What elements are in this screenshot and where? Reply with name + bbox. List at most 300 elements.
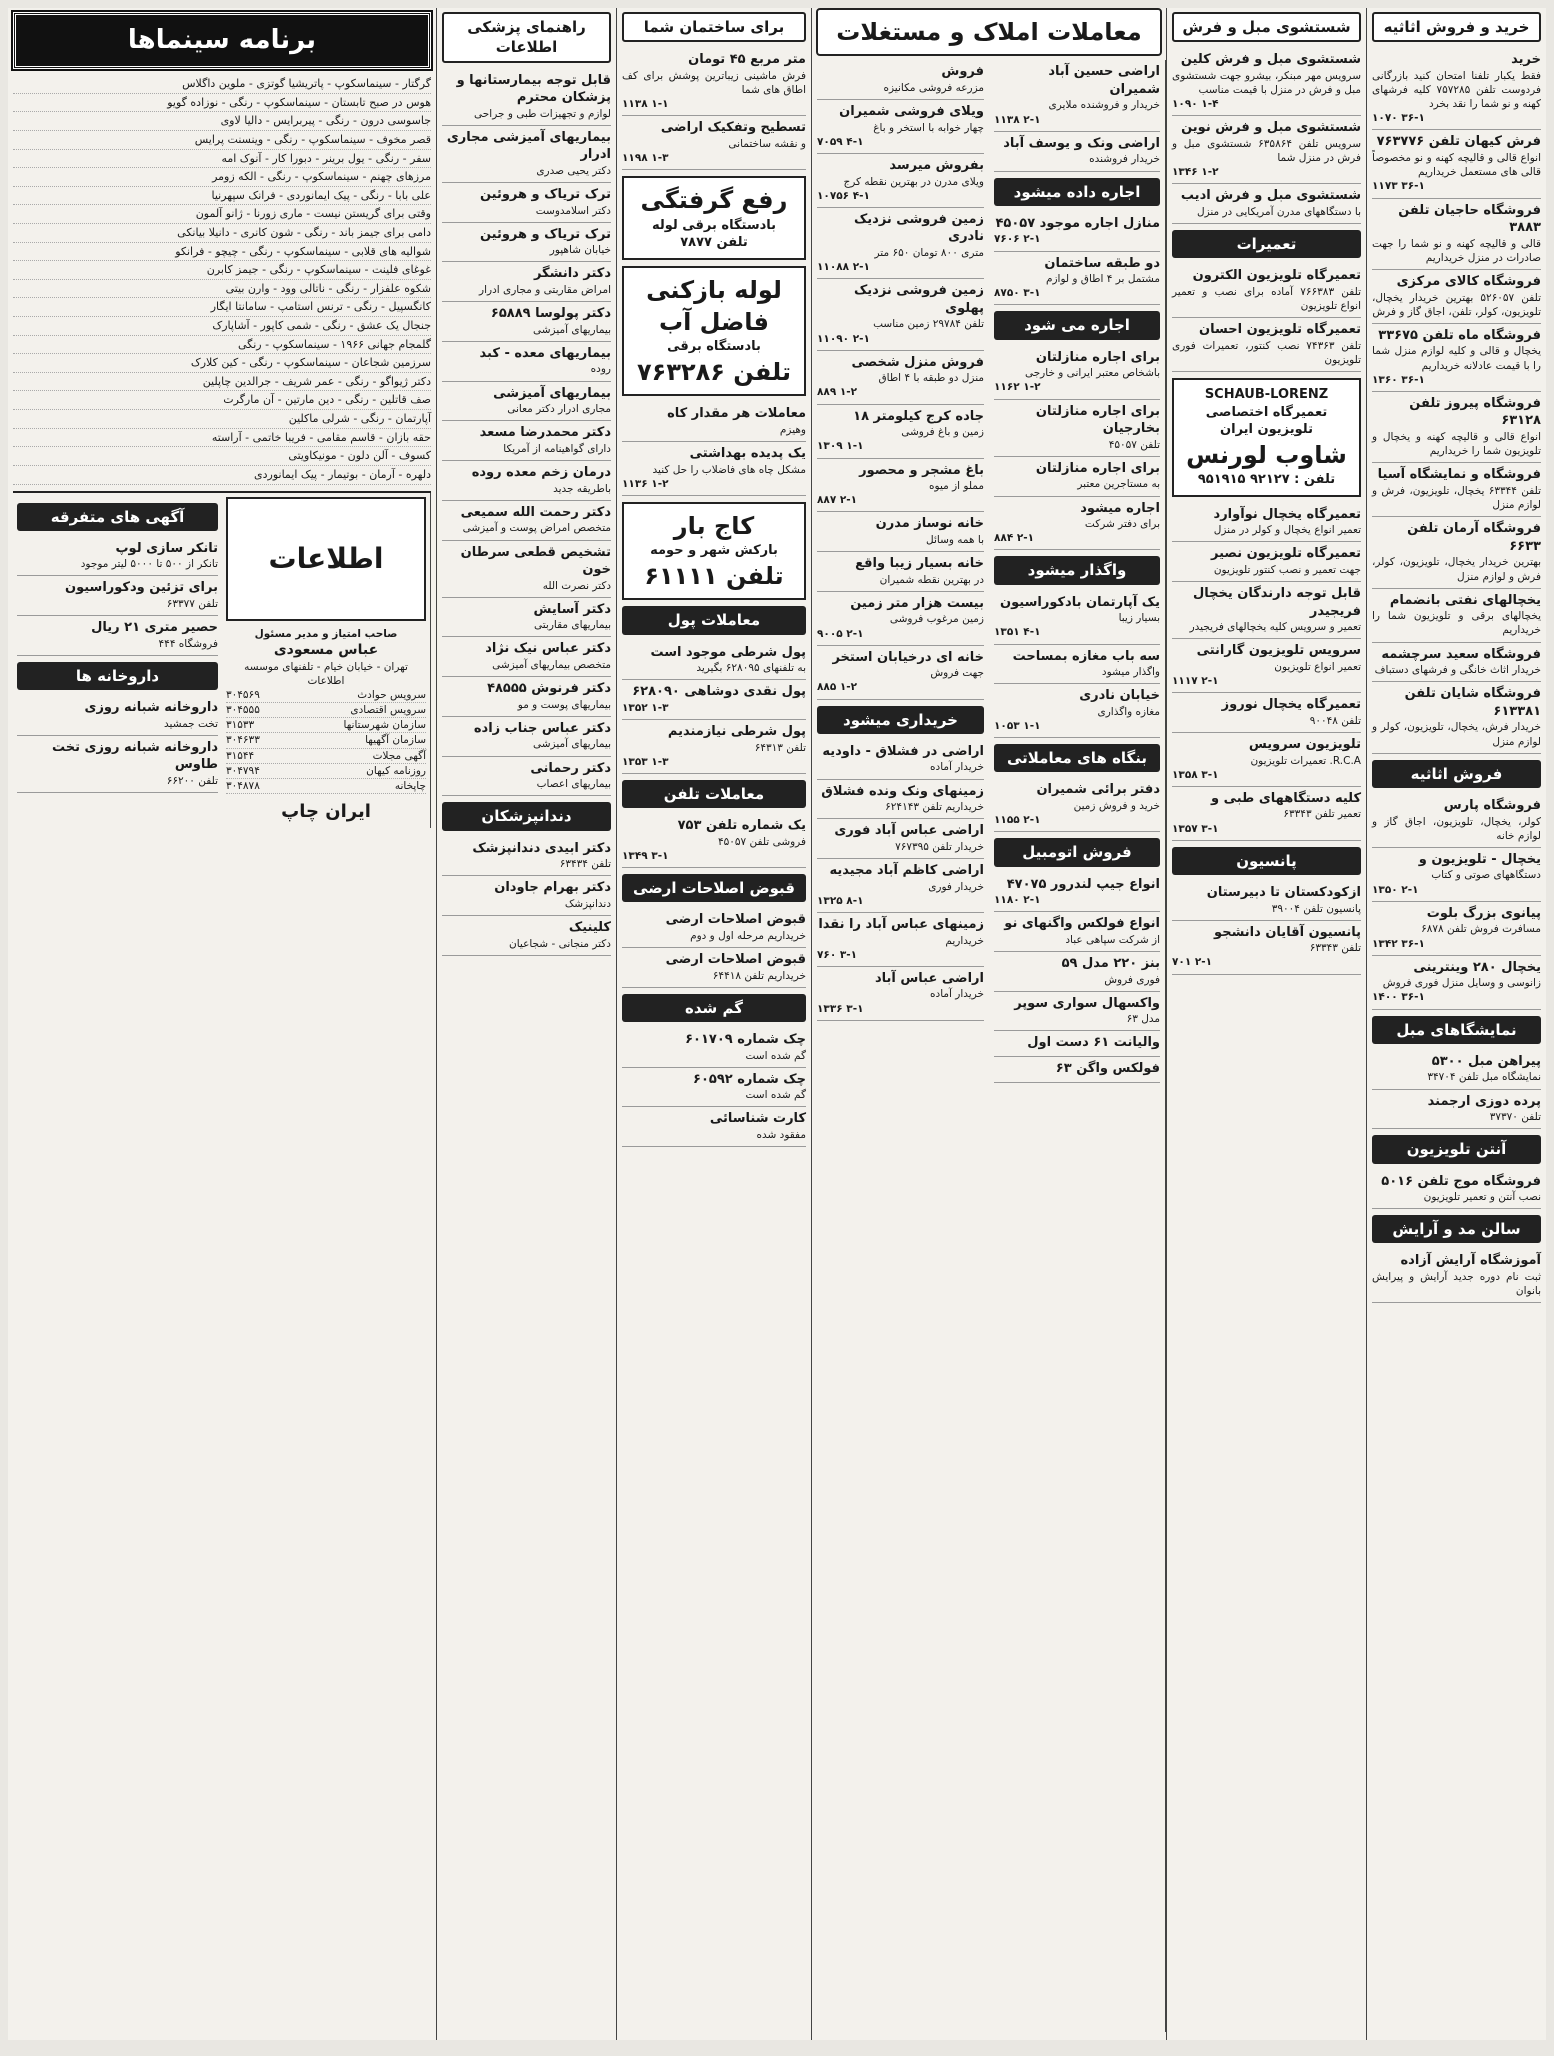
classified-ad: [442, 876, 611, 916]
schaub-lorenz-ad: [1172, 378, 1361, 497]
ad-title: قابل توجه دارندگان یخچال فریجیدر: [1192, 586, 1361, 619]
ad-code: ۴-۱ ۱۳۵۱: [994, 626, 1041, 639]
ad-title: شستشوی مبل و فرش ادیب: [1180, 188, 1361, 204]
cinema-row: جنجال یک عشق - رنگی - شمی کاپور - آشاپارک: [13, 317, 431, 336]
classified-ad: [1372, 463, 1541, 517]
directory-row: [226, 779, 426, 794]
real-estate-left: [989, 60, 1166, 2032]
classified-ad: [442, 183, 611, 223]
ad-title: دکتر عباس جناب زاده: [473, 720, 611, 736]
ad-code: ۴-۱ ۱۰۷۵۶: [817, 189, 870, 202]
ad-body: تلفن ۷۴۳۶۳ نصب کنتور، تعمیرات فوری تلویزیون: [1172, 339, 1361, 366]
classified-ad: [1172, 733, 1361, 787]
ad-body: زانوسی و وسایل منزل فوری فروش: [1382, 977, 1541, 990]
ad-body: ثبت نام دوره جدید آرایش و پیرایش بانوان: [1372, 1271, 1541, 1298]
ad-body: جهت تعمیر و نصب کنتور تلویزیون: [1213, 563, 1361, 576]
cinema-row: دامی برای جیمز باند - رنگی - شون کانری - دانیلا بیانکی: [13, 224, 431, 243]
cinema-row: حقه بازان - قاسم مقامی - فریبا خاتمی - آراسته: [13, 429, 431, 448]
ad-code: ۱-۳ ۱۱۹۸: [622, 152, 669, 165]
ad-body: واگذار میشود: [1101, 666, 1160, 679]
cinema-row: هوس در صبح تابستان - سینماسکوپ - رنگی - نوزاده گویو: [13, 94, 431, 113]
classified-ad: [994, 1031, 1160, 1057]
ad-body: متری ۸۰۰ تومان ۶۵۰ متر: [874, 246, 984, 259]
cinema-row: سرزمین شجاعان - سینماسکوپ - رنگی - کین کلارک: [13, 354, 431, 373]
classified-ad: [1372, 794, 1541, 848]
ad-list: [622, 908, 806, 987]
classified-ad: [817, 459, 984, 513]
drain-ad: [622, 176, 806, 259]
classified-ad: [442, 637, 611, 677]
cinema-row: مرزهای چهنم - سینماسکوپ - رنگی - الکه زومر: [13, 168, 431, 187]
classified-ad: [994, 252, 1160, 306]
sewer-ad: [622, 266, 806, 397]
ad-body: خریدار اثاث خانگی و فرشهای دستباف: [1374, 664, 1541, 677]
ad-title: فروشگاه پارس: [1443, 798, 1541, 813]
ad-body: تلفن ۳۷۳۷۰: [1489, 1111, 1541, 1124]
ad-list: [622, 1028, 806, 1147]
ad-body: یخچال و قالی و کلیه لوازم منزل شما را با قیمت عادلانه خریداریم: [1372, 345, 1541, 372]
ad-body: با دستگاههای مدرن آمریکایی در منزل: [1196, 205, 1361, 218]
ad-title: زمینهای عباس آباد را نقدا: [818, 916, 984, 932]
ad-body: بیماریهای پوست و مو: [517, 698, 611, 711]
ad-title: تشخیص قطعی سرطان خون: [460, 544, 611, 578]
cinema-list: [13, 75, 431, 484]
ad-code: ۳-۱ ۷۶۰: [817, 948, 858, 961]
ad-title: پانسیون آقایان دانشجو: [1214, 924, 1361, 940]
ad-body: برای دفتر شرکت: [1084, 518, 1160, 531]
directory-name: آگهی مجلات: [372, 749, 426, 762]
ad-list: [17, 537, 218, 656]
ad-body: فرش ماشینی زیباترین پوشش برای کف اطاق های شما: [622, 69, 806, 96]
newspaper-logo: اطلاعات: [226, 497, 426, 621]
ad-title: اراضی کاظم آباد مجیدیه: [829, 863, 984, 879]
ad-title: داروخانه شبانه روزی تخت طاوس: [52, 739, 218, 773]
classified-ad: [1172, 921, 1361, 975]
ad-code: ۲-۱ ۱۱۸۰: [994, 894, 1041, 907]
ad-title: یخچال - تلویزیون و: [1418, 851, 1541, 867]
ad-title: برای تزئین ودکوراسیون: [65, 580, 218, 596]
section-banner: آنتن تلویزیون: [1372, 1135, 1541, 1163]
classified-ad: [817, 351, 984, 405]
directory-phone: ۳۰۴۵۵۵: [226, 704, 260, 717]
ad-code: ۲-۱ ۱۱۱۷: [1172, 675, 1219, 688]
ad-body: نصب آنتن و تعمیر تلویزیون: [1423, 1191, 1541, 1204]
directory-row: [226, 718, 426, 733]
classified-ad: [1172, 881, 1361, 921]
classified-ad: [442, 757, 611, 797]
classified-ad: [1372, 199, 1541, 270]
ad-title: جاده کرج کیلومتر ۱۸: [853, 408, 984, 424]
cinema-row: سفر - رنگی - یول برینر - دبورا کار - آنوک امه: [13, 150, 431, 169]
classified-ad: [1372, 1050, 1541, 1090]
ad-body: باشخاص معتبر ایرانی و خارجی: [1024, 367, 1160, 380]
ad-phone: تلفن ۶۱۱۱۱: [644, 561, 784, 590]
classified-ad: [1172, 582, 1361, 639]
classified-ad: [622, 1107, 806, 1147]
ad-title: تعمیرگاه تلویزیون احسان: [1199, 322, 1361, 338]
ad-body: فقط یکبار تلفنا امتحان کنید بازرگانی فردوست تلفن ۷۵۷۲۸۵ کلیه فرشهای کهنه و نو شما را نقد بخرد: [1372, 69, 1541, 111]
ad-title: بفروش میرسد: [889, 158, 984, 173]
ad-body: خریدار آماده: [930, 761, 984, 774]
classified-ad: [622, 720, 806, 774]
classified-ad: [1172, 693, 1361, 733]
ad-title: دکتر عباس نیک نژاد: [485, 641, 611, 657]
section-banner: بنگاه های معاملاتی: [994, 744, 1160, 772]
ad-body: خریدار فروشنده: [1089, 153, 1160, 166]
ad-code: ۳۶-۱ ۱۱۷۳: [1372, 180, 1425, 193]
ad-title: درمان زخم معده روده: [471, 465, 611, 481]
ad-body: انواع قالی و قالیچه کهنه و نو مخصوصاً قالی های مستعمل خریداریم: [1372, 152, 1541, 179]
ad-body: با همه وسائل: [926, 533, 984, 546]
classified-ad: [817, 913, 984, 967]
ad-body: تعمیر تلفن ۶۳۳۴۳: [1283, 808, 1361, 821]
ad-title: بیماریهای آمیزشی مجاری ادرار: [446, 129, 611, 163]
ad-body: خریداریم تلفن ۶۲۴۱۴۳: [885, 801, 984, 814]
classified-ad: [1372, 682, 1541, 753]
phone-directory: [226, 688, 426, 794]
ad-title: شستشوی مبل و فرش نوین: [1181, 120, 1361, 136]
directory-phone: ۳۱۵۳۳: [226, 719, 255, 732]
ad-code: ۳-۱ ۱۳۵۷: [1172, 822, 1219, 835]
ad-title: قبوض اصلاحات ارضی: [665, 912, 806, 928]
ad-body: کولر، یخچال، تلویزیون، اجاق گاز و لوازم خانه: [1372, 815, 1541, 842]
ad-list: [817, 740, 984, 1021]
ad-title: دکتر آسایش: [533, 601, 611, 617]
ad-title: دکتر رحمت الله سمیعی: [460, 504, 611, 520]
ad-body: تلفن ۶۶۲۰۰: [166, 774, 218, 787]
ad-title: اراضی حسین آباد شمیران: [1048, 64, 1160, 97]
classified-ad: [17, 736, 218, 793]
ad-body: تلفن ۶۳۳۷۷: [166, 598, 218, 611]
ad-title: دکتر محمدرضا مسعد: [479, 425, 611, 441]
ad-code: ۳-۱ ۱۳۵۸: [1172, 768, 1219, 781]
ad-title: قابل توجه بیمارستانها و پزشکان محترم: [456, 72, 611, 106]
ad-list: [622, 814, 806, 868]
ad-list: [622, 48, 806, 170]
ad-body: تلفن ۶۳۳۴۴ یخچال، تلویزیون، فرش و لوازم منزل: [1372, 484, 1541, 512]
ad-title: رفع گرفتگی: [640, 186, 788, 215]
ad-list: [994, 60, 1160, 171]
ad-title: دکتر دانشگر: [533, 266, 611, 282]
directory-name: چاپخانه: [394, 779, 426, 792]
section-banner: پانسیون: [1172, 847, 1361, 875]
ad-body: متخصص بیماریهای آمیزشی: [492, 659, 611, 672]
ad-code: ۱-۱ ۱۰۵۳: [994, 720, 1041, 732]
classified-ad: [817, 780, 984, 820]
classified-ad: [442, 461, 611, 501]
ad-body: تلفن ۲۹۷۸۴ زمین مناسب: [873, 318, 984, 331]
cinema-row: گلمجام جهانی ۱۹۶۶ - سینماسکوپ - رنگی: [13, 336, 431, 355]
classified-ad: [1372, 1090, 1541, 1130]
ad-code: ۱-۳ ۱۳۵۲: [622, 701, 669, 714]
ad-body: باطریقه جدید: [553, 482, 611, 495]
classified-ad: [1172, 639, 1361, 693]
ad-code: ۲-۱ ۱۱۵۵: [994, 814, 1041, 827]
ad-title: پول شرطی موجود است: [650, 644, 806, 660]
ad-body: امراض مقاربتی و مجاری ادرار: [479, 284, 611, 297]
classified-ad: [442, 69, 611, 126]
ad-list: [994, 346, 1160, 551]
ad-code: ۲-۱ ۱۱۰۸۸: [817, 261, 870, 274]
ad-body: لوازم و تجهیزات طبی و جراحی: [474, 107, 611, 120]
ad-title: زمینهای ونک ونده فشلاق: [821, 783, 984, 799]
ad-title: دکتر بهرام جاودان: [494, 880, 611, 896]
cinema-row: دلهره - آرمان - بوتیمار - پیک ایمانوردی: [13, 466, 431, 485]
column-medical-guide: [436, 8, 616, 2040]
classified-ad: [1372, 517, 1541, 588]
ad-body: تلفن ۶۴۳۱۳: [754, 741, 806, 754]
ad-title: پیانوی بزرگ بلوت: [1426, 905, 1541, 921]
classified-ad: [1172, 264, 1361, 318]
ad-title: پیراهن مبل ۵۳۰۰: [1431, 1053, 1541, 1069]
ad-body: دکتر نصرت الله: [542, 579, 611, 592]
ad-title: فولکس واگن ۶۳: [1055, 1060, 1160, 1076]
ad-title: یک آپارتمان بادکوراسیون: [1000, 594, 1160, 610]
ad-code: ۲-۱ ۱۳۵۰: [1372, 883, 1419, 896]
cinema-header: برنامه سینماها: [13, 12, 431, 69]
ad-code: ۲-۱ ۸۸۴: [994, 532, 1035, 545]
ad-title: ترک تریاک و هروئین: [479, 226, 611, 242]
classified-ad: [994, 912, 1160, 952]
column-furniture-sales: [1366, 8, 1546, 2040]
cinema-lower-section: [13, 491, 431, 829]
cinema-row: گرگتار - سینماسکوپ - پاتریشیا گوتزی - ملوین داگلاس: [13, 75, 431, 94]
ad-title: فروشگاه آرمان تلفن ۶۶۳۳: [1407, 521, 1541, 554]
column-header: خرید و فروش اثاثیه: [1372, 12, 1541, 42]
directory-row: [226, 703, 426, 718]
classified-ad: [622, 1028, 806, 1068]
ad-body: یخچالهای برقی و تلویزیون شما را خریداریم: [1372, 610, 1541, 637]
ad-body: خریدار آماده: [930, 988, 984, 1001]
section-banner: اجاره داده میشود: [994, 178, 1160, 206]
column-header: معاملات املاک و مستغلات: [816, 8, 1162, 56]
classified-ad: [442, 302, 611, 342]
classified-ad: [817, 859, 984, 913]
publisher-address: تهران - خیابان خیام - تلفنهای موسسه اطلاعات: [244, 660, 408, 687]
classified-ad: [442, 541, 611, 598]
column-real-estate: [811, 8, 1166, 2040]
section-banner: تعمیرات: [1172, 230, 1361, 258]
column-header: راهنمای پزشکی اطلاعات: [442, 12, 611, 63]
ad-title: تعمیرگاه یخچال نوآوارد: [1213, 506, 1361, 522]
classified-ad: [1172, 318, 1361, 372]
ad-body: انواع قالی و قالیچه کهنه و یخچال و تلویزیون شما را خریداریم: [1372, 431, 1541, 458]
ad-title: سه باب مغازه بمساحت: [1012, 648, 1160, 664]
classified-ad: [442, 837, 611, 877]
classified-ad: [442, 598, 611, 638]
section-banner: داروخانه ها: [17, 662, 218, 690]
classified-ad: [622, 402, 806, 442]
classified-ad: [994, 457, 1160, 497]
section-banner: سالن مد و آرایش: [1372, 1215, 1541, 1243]
ad-title: فروشگاه و نمایشگاه آسیا: [1377, 467, 1541, 483]
ad-body: بیماریهای اعصاب: [536, 778, 611, 791]
ad-title: دکتر پولوسا ۶۵۸۸۹: [490, 306, 611, 322]
classified-ad: [994, 591, 1160, 645]
section-banner: گم شده: [622, 994, 806, 1022]
classified-ad: [817, 279, 984, 350]
ad-body: و نقشه ساختمانی: [728, 137, 806, 150]
ad-title: فروشگاه ماه تلفن ۳۳۶۷۵: [1378, 327, 1541, 343]
classified-ad: [1372, 270, 1541, 324]
classified-ad: [442, 342, 611, 382]
ad-list: [622, 402, 806, 496]
ad-body: قالی و قالیچه کهنه و نو شما را جهت صادرات در منزل خریداریم: [1372, 237, 1541, 264]
ad-title: اجاره میشود: [1080, 500, 1160, 516]
ad-body: پانسیون تلفن ۳۹۰۰۴: [1271, 902, 1361, 915]
ad-phone: تلفن ۷۶۳۲۸۶: [637, 358, 791, 387]
ad-title: باغ مشجر و محصور: [859, 462, 984, 478]
ad-body: خرید و فروش زمین: [1073, 799, 1160, 812]
ad-body: فروشگاه ۴۴۴: [158, 637, 218, 650]
ad-body: خریداریم مرحله اول و دوم: [690, 929, 806, 942]
ad-code: ۱-۱ ۱۳۰۹: [817, 440, 864, 453]
ad-code: ۳۶-۱ ۱۴۰۰: [1372, 991, 1425, 1004]
directory-row: [226, 749, 426, 764]
ad-body: تعمیر انواع تلویزیون: [1274, 660, 1361, 673]
cinema-row: وقتی برای گریستن نیست - ماری زورنا - ژانو آلمون: [13, 205, 431, 224]
ad-body: خریدار و فروشنده ملایری: [1048, 99, 1160, 112]
ad-title: زمین فروشی نزدیک پهلوی: [853, 283, 984, 316]
ad-line: بادستگاه برقی لوله: [651, 217, 777, 233]
classified-ad: [1372, 392, 1541, 463]
classified-ad: [817, 740, 984, 780]
ad-title: ازکودکستان تا دبیرستان: [1206, 885, 1361, 901]
ad-body: مدل ۶۳: [1126, 1013, 1160, 1026]
ad-title: چک شماره ۶۰۱۷۰۹: [685, 1032, 806, 1047]
ad-body: مزرعه فروشی مکانیزه: [883, 81, 984, 94]
ad-title: یخچالهای نفتی بانضمام: [1389, 592, 1541, 608]
ad-title: خرید: [1511, 52, 1541, 68]
ad-line: بادستگاه برقی: [667, 339, 761, 355]
column-cinema: [8, 8, 436, 2040]
ad-body: مملو از میوه: [929, 480, 984, 493]
cinema-row: کسوف - آلن دلون - مونیکاویتی: [13, 447, 431, 466]
ad-title: پول شرطی نیازمندیم: [667, 724, 806, 740]
classified-ad: [994, 132, 1160, 172]
ad-list: [442, 69, 611, 797]
ad-title: فروشگاه حاجیان تلفن ۳۸۸۳: [1398, 202, 1541, 236]
cinema-row: شکوه علفزار - رنگی - ناتالی وود - وارن بیتی: [13, 280, 431, 299]
classified-ad: [442, 677, 611, 717]
directory-row: [226, 733, 426, 748]
ad-code: ۲-۱ ۱۱۰۹۰: [817, 332, 870, 345]
ad-code: ۲-۱ ۷۰۱: [1172, 956, 1213, 969]
cinema-row: دکتر ژیواگو - رنگی - عمر شریف - جرالدین چاپلین: [13, 373, 431, 392]
ad-phone: تلفن ۷۸۷۷: [680, 235, 748, 251]
ad-title: متر مربع ۴۵ تومان: [688, 52, 806, 68]
classified-ad: [1172, 787, 1361, 841]
ad-code: ۳۶-۱ ۱۳۶۰: [1372, 373, 1425, 386]
cinema-row: آپارتمان - رنگی - شرلی ماکلین: [13, 410, 431, 429]
directory-name: سرویس اقتصادی: [350, 704, 426, 717]
classified-ad: [622, 442, 806, 496]
cinema-row: شوالیه های قلابی - سینماسکوپ - رنگی - چیچو - فرانکو: [13, 243, 431, 262]
ad-code: ۱-۲ ۸۸۵: [817, 681, 858, 694]
classified-ad: [1372, 324, 1541, 392]
ad-line: بارکش شهر و حومه: [650, 543, 778, 559]
ad-body: تلفن ۷۶۶۳۸۳ آماده برای نصب و تعمیر انواع تلویزیون: [1172, 285, 1362, 313]
directory-name: سرویس حوادث: [357, 688, 426, 701]
ad-title: فروش منزل شخصی: [851, 354, 984, 370]
classified-ad: [817, 646, 984, 700]
classified-ad: [622, 48, 806, 116]
ad-title: دو طبقه ساختمان: [1044, 255, 1160, 271]
ad-code: ۳-۱ ۱۳۳۶: [817, 1002, 864, 1015]
ad-list: [17, 696, 218, 793]
directory-name: سازمان آگهیها: [365, 734, 426, 747]
ad-code: ۱-۲ ۱۳۴۶: [1172, 166, 1219, 179]
ad-body: بیماریهای آمیزشی: [532, 738, 611, 751]
ad-body: فروشی تلفن ۴۵۰۵۷: [717, 835, 806, 848]
cinema-row: قصر مخوف - سینماسکوپ - رنگی - وینسنت پرایس: [13, 131, 431, 150]
ad-title: انواع فولکس واگنهای نو: [1004, 916, 1160, 932]
ad-title: دکتر فرنوش ۴۸۵۵۵: [487, 681, 611, 697]
section-banner: معاملات تلفن: [622, 780, 806, 808]
classified-ad: [994, 873, 1160, 913]
ad-title: داروخانه شبانه روزی: [84, 700, 218, 716]
ad-body: مغازه واگذاری: [1097, 705, 1160, 718]
ad-title: تعمیرگاه یخچال نوروز: [1221, 697, 1361, 713]
ad-body: چهار خوابه با استخر و باغ: [873, 121, 984, 134]
classified-ad: [994, 1057, 1160, 1083]
classified-ad: [17, 696, 218, 736]
directory-name: روزنامه کیهان: [366, 764, 426, 777]
ad-body: تلفن ۶۳۴۳۴: [559, 858, 611, 871]
classified-ad: [1372, 902, 1541, 956]
ad-title: شاوب لورنس: [1186, 440, 1347, 469]
ad-code: ۸-۱ ۱۳۲۵: [817, 894, 864, 907]
directory-phone: ۳۰۴۵۶۹: [226, 688, 260, 701]
ad-code: ۳-۱ ۱۳۴۹: [622, 849, 669, 862]
ad-title: بیماریهای آمیزشی: [493, 385, 611, 401]
classified-ad: [622, 680, 806, 720]
ad-title: کارت شناسائی: [709, 1111, 806, 1127]
column-cleaning-repair: [1166, 8, 1366, 2040]
cinema-row: کانگسپیل - رنگی - ترنس استامپ - سامانتا ایگار: [13, 298, 431, 317]
ad-title: آموزشگاه آرایش آزاده: [1400, 1253, 1541, 1269]
ad-line: تعمیرگاه اختصاصی: [1205, 404, 1328, 420]
classified-ad: [17, 616, 218, 656]
misc-ads: [13, 493, 222, 829]
classified-ad: [817, 819, 984, 859]
ad-title: حصیر متری ۲۱ ریال: [91, 620, 218, 636]
ad-list: [1372, 48, 1541, 754]
cinema-row: غوغای فلینت - سینماسکوپ - رنگی - جیمز کابرن: [13, 261, 431, 280]
real-estate-subcolumns: [812, 60, 1166, 2032]
ad-code: ۲-۱ ۸۸۷: [817, 494, 858, 507]
ad-body: مشکل چاه های فاضلاب را حل کنید: [652, 463, 806, 476]
ad-title: خانه ای درخیابان استخر: [832, 649, 984, 665]
ad-body: زمین مرغوب فروشی: [889, 613, 984, 626]
moving-ad: [622, 502, 806, 600]
classified-ad: [1372, 130, 1541, 198]
ad-body: بهترین خریدار یخچال، تلویزیون، کولر، فرش و لوازم منزل: [1372, 556, 1541, 583]
directory-row: [226, 688, 426, 703]
ad-list: [994, 212, 1160, 306]
ad-title: ویلای فروشی شمیران: [839, 104, 984, 120]
ad-code: ۱-۱ ۱۱۳۸: [622, 98, 669, 111]
ad-body: وهیزم: [779, 423, 806, 436]
ad-body: منزل دو طبقه با ۴ اطاق: [878, 372, 984, 385]
ad-body: تلفن ۹۰۰۴۸: [1309, 714, 1361, 727]
ad-title: تلویزیون سرویس: [1248, 737, 1361, 753]
ad-phone: تلفن : ۹۲۱۲۷ ۹۵۱۹۱۵: [1197, 472, 1336, 488]
ad-title: دفتر برائی شمیران: [1036, 782, 1160, 798]
ad-code: ۱-۲ ۱۱۳۶: [622, 477, 669, 490]
ad-title: چک شماره ۶۰۵۹۲: [693, 1071, 806, 1087]
cinema-row: علی بابا - رنگی - پیک ایمانوردی - فرانک سپهرنیا: [13, 187, 431, 206]
